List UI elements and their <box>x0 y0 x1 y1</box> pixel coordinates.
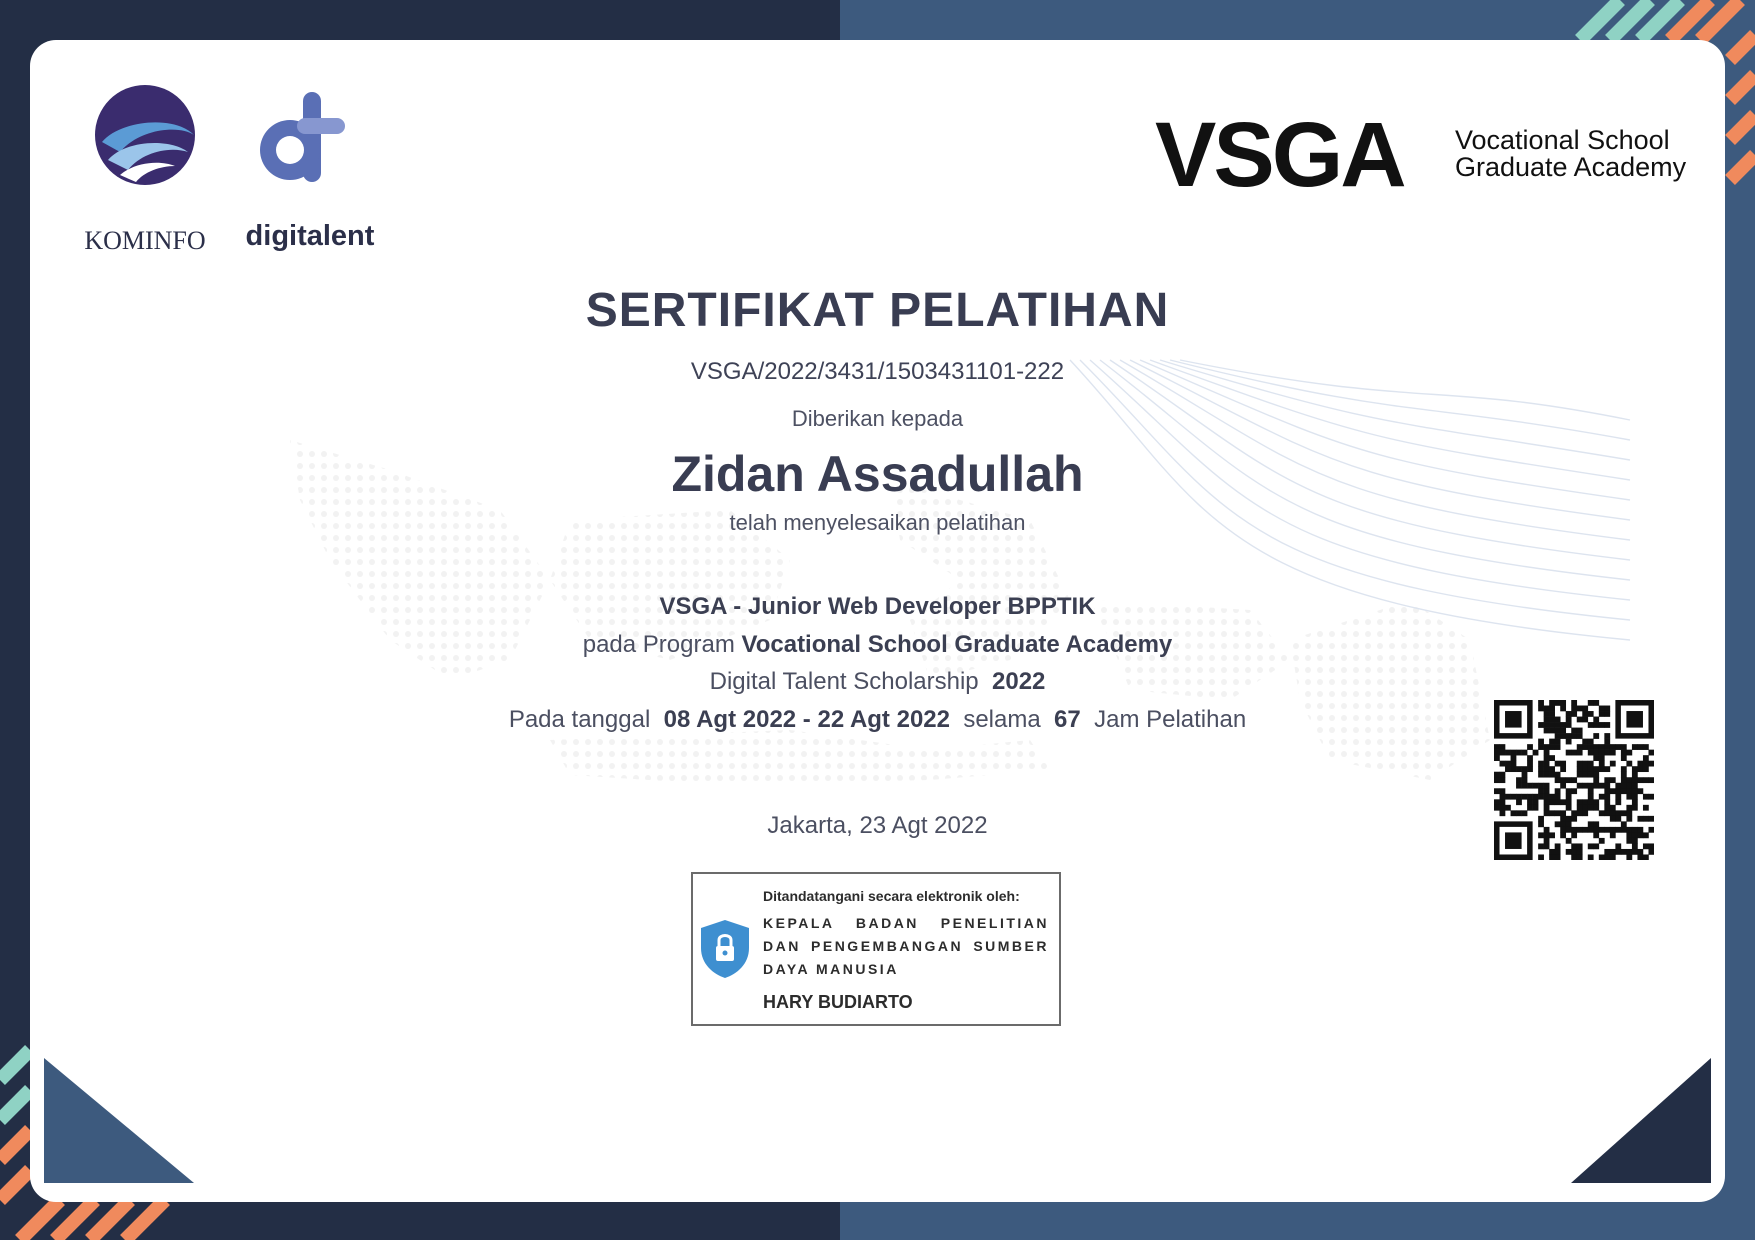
recipient-name: Zidan Assadullah <box>671 446 1084 502</box>
course-name: VSGA - Junior Web Developer BPPTIK <box>659 593 1096 620</box>
certificate-number: VSGA/2022/3431/1503431101-222 <box>690 358 1065 385</box>
qr-code-icon <box>1494 700 1654 860</box>
scholarship-name: Digital Talent Scholarship <box>709 668 979 695</box>
vsga-subtitle-line1: Vocational School <box>1455 125 1670 155</box>
place-date: Jakarta, 23 Agt 2022 <box>767 812 988 839</box>
date-line <box>30 706 1725 734</box>
digitalent-logo <box>235 90 385 260</box>
certificate-title: SERTIFIKAT PELATIHAN <box>585 284 1170 337</box>
kominfo-emblem-icon <box>80 80 210 192</box>
signed-label: Ditandatangani secara elektronik oleh: <box>763 888 1020 904</box>
hours-suffix: Jam Pelatihan <box>1094 706 1247 733</box>
training-hours: 67 <box>1054 706 1081 733</box>
lock-shield-icon <box>699 918 751 980</box>
electronic-signature-box <box>691 872 1061 1026</box>
program-name: Vocational School Graduate Academy <box>741 631 1173 658</box>
bottom-left-triangle-decoration <box>44 1058 194 1183</box>
date-prefix: Pada tanggal <box>508 706 651 733</box>
vsga-logo <box>1155 100 1695 210</box>
program-prefix: pada Program <box>582 631 735 658</box>
signer-position: KEPALA BADAN PENELITIAN DAN PENGEMBANGAN SUMBER DAYA MANUSIA <box>763 915 1049 977</box>
digitalent-wordmark: digitalent <box>245 220 375 252</box>
duration-prefix: selama <box>963 706 1041 733</box>
given-to-label: Diberikan kepada <box>791 406 964 431</box>
certificate-card <box>30 40 1725 1202</box>
kominfo-logo <box>80 80 210 260</box>
kominfo-wordmark: KOMINFO <box>84 226 206 255</box>
signer-name: HARY BUDIARTO <box>763 992 913 1012</box>
vsga-subtitle-line2: Graduate Academy <box>1455 152 1687 182</box>
digitalent-emblem-icon <box>235 90 385 200</box>
scholarship-line <box>30 668 1725 696</box>
bottom-right-triangle-decoration <box>1571 1058 1711 1183</box>
date-range: 08 Agt 2022 - 22 Agt 2022 <box>663 706 950 733</box>
vsga-wordmark: VSGA <box>1155 104 1404 206</box>
completed-label: telah menyelesaikan pelatihan <box>729 510 1026 535</box>
scholarship-year: 2022 <box>992 668 1046 695</box>
program-line <box>30 631 1725 659</box>
